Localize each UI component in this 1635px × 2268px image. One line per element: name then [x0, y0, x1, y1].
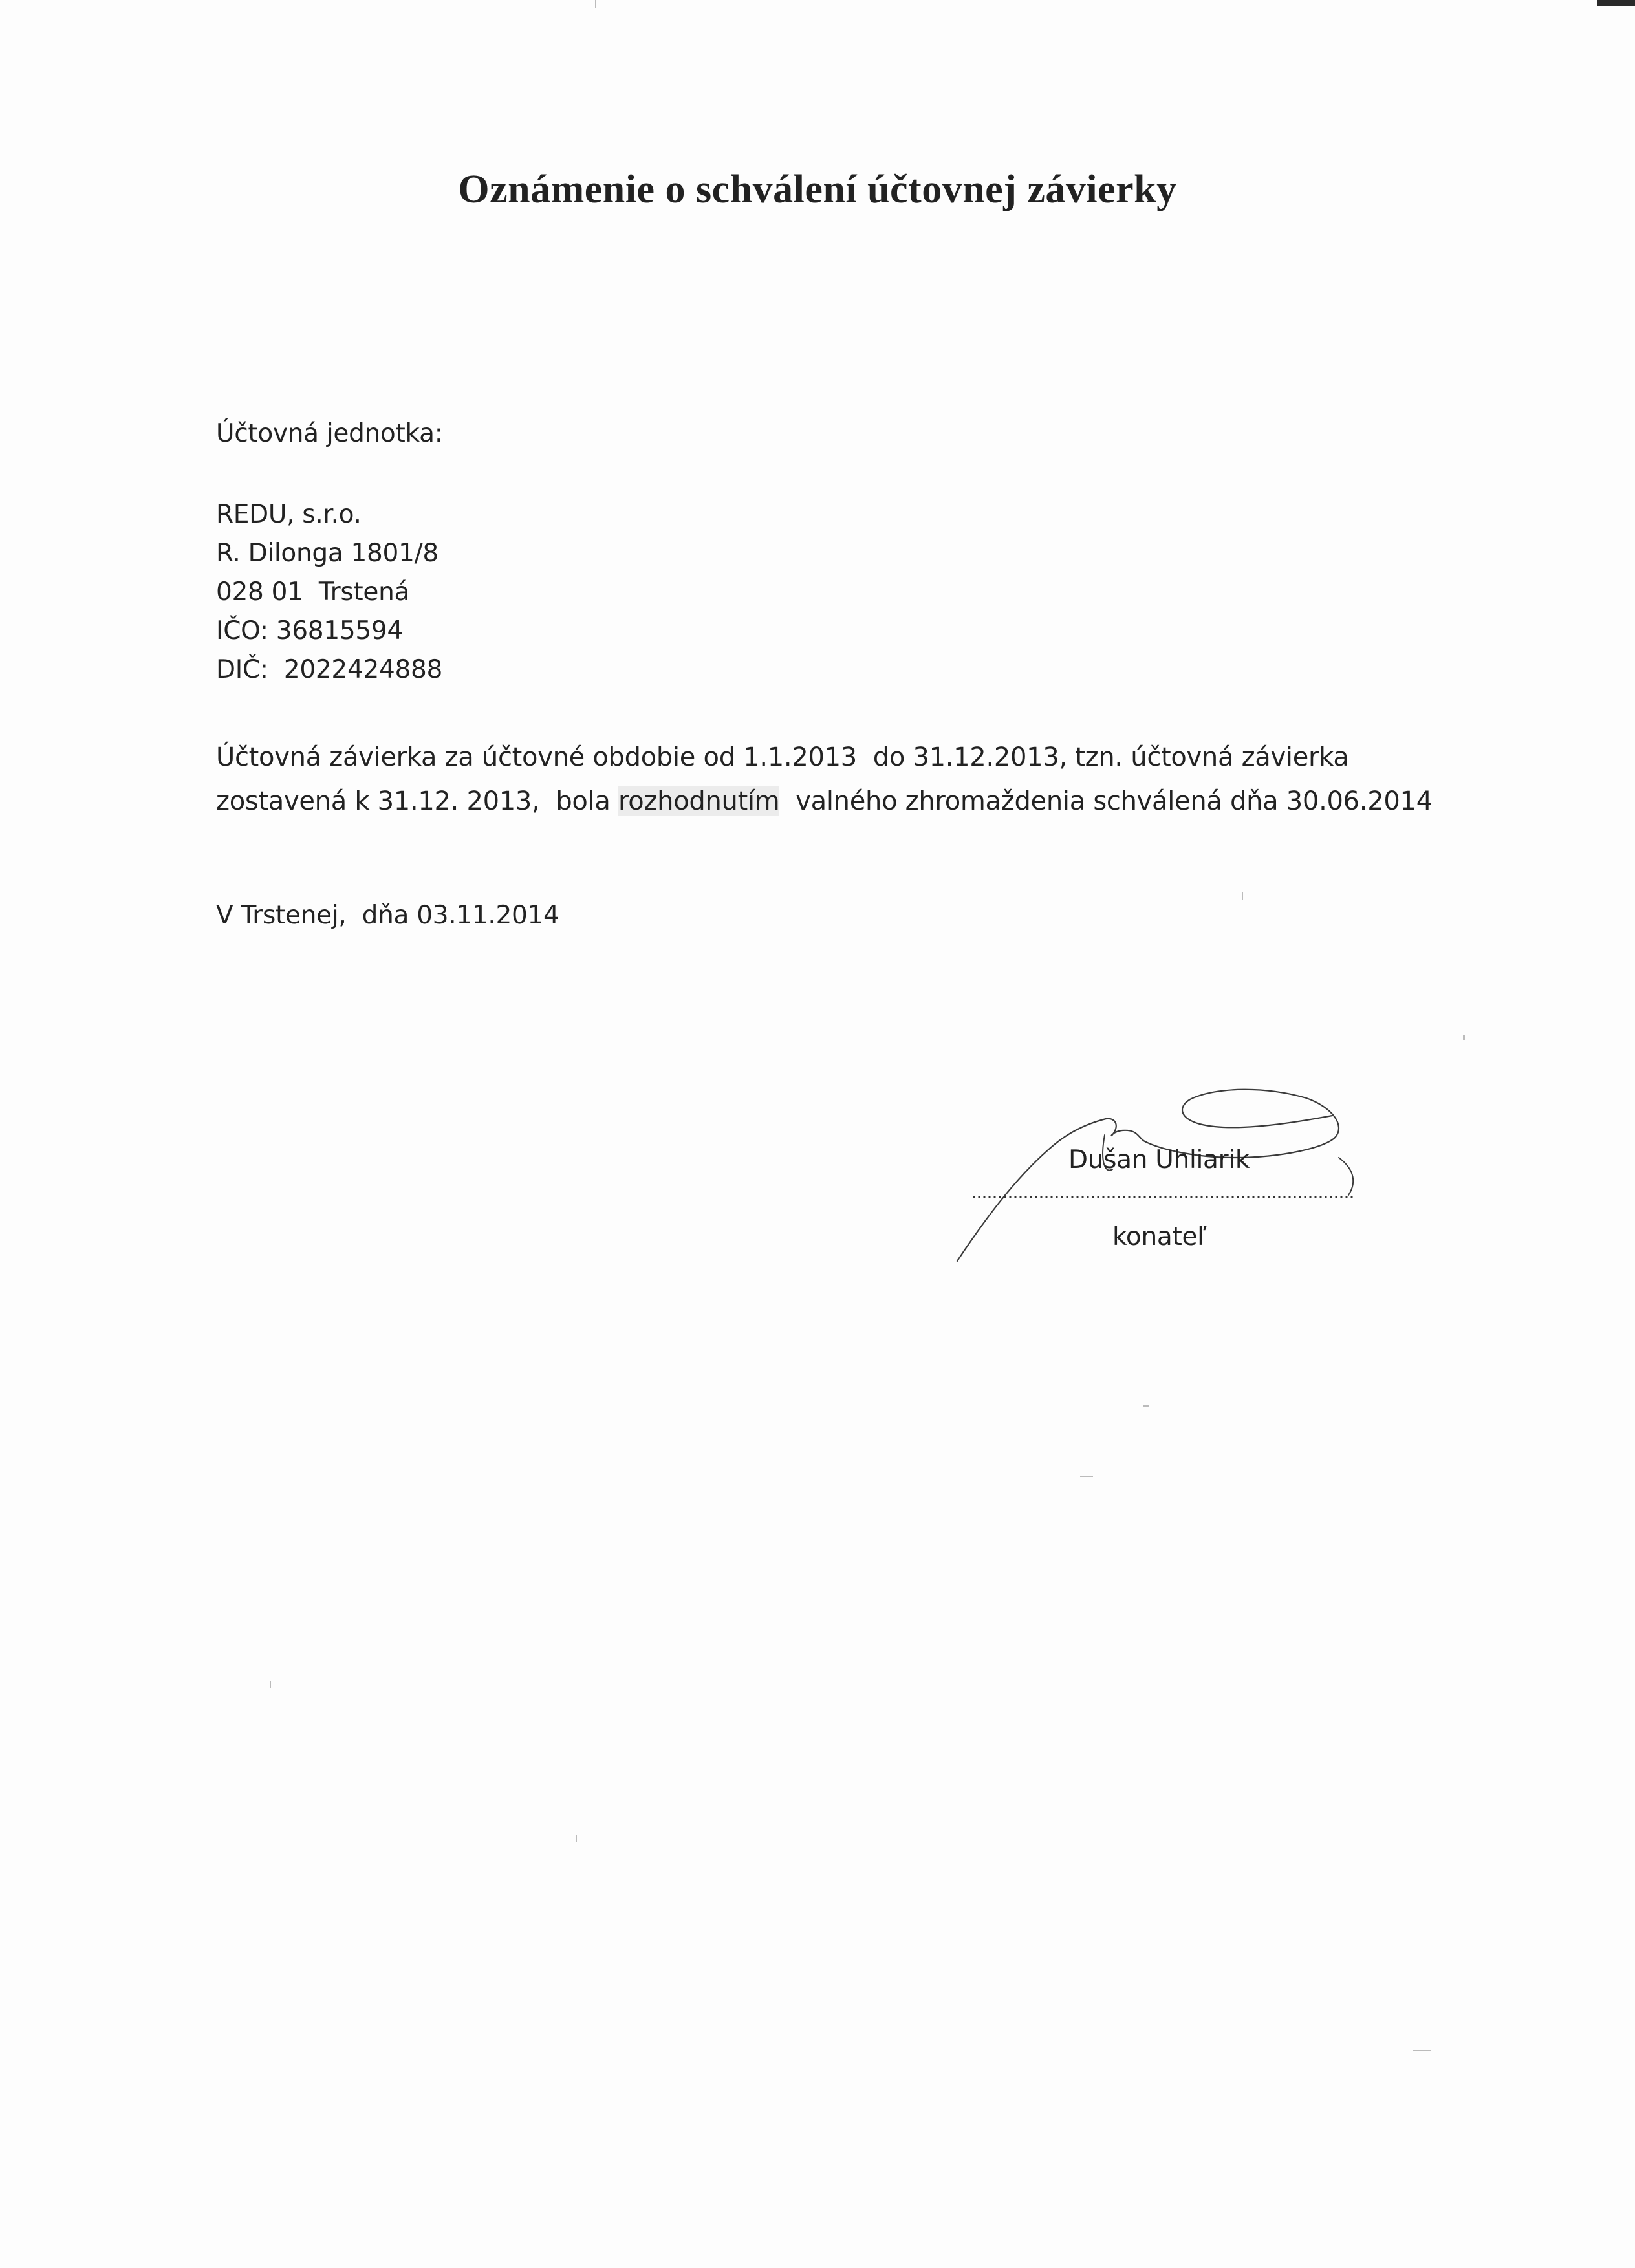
statement-line-2-start: zostavená k 31.12. 2013, bola: [216, 786, 619, 816]
company-street: R. Dilonga 1801/8: [216, 539, 439, 568]
scan-speck: [595, 0, 596, 8]
signatory-name: Dušan Uhliarik: [1068, 1145, 1250, 1174]
statement-highlight-word: rozhodnutím: [618, 786, 780, 816]
signature-dotted-line: [971, 1195, 1354, 1199]
company-ico: IČO: 36815594: [216, 616, 403, 645]
scan-speck: [576, 1835, 577, 1842]
scan-speck: [1413, 2050, 1431, 2051]
statement-line-2-end: valného zhromaždenia schválená dňa 30.06.2014: [779, 786, 1433, 816]
scan-speck: [1080, 1476, 1093, 1477]
company-city: 028 01 Trstená: [216, 578, 410, 607]
statement-line-2: [216, 786, 1433, 816]
company-dic: DIČ: 2022424888: [216, 655, 443, 684]
scan-edge-mark: [1597, 0, 1635, 6]
entity-label: Účtovná jednotka:: [216, 419, 443, 448]
scan-speck: [1463, 1035, 1465, 1040]
statement-line-1: Účtovná závierka za účtovné obdobie od 1.1.2013 do 31.12.2013, tzn. účtovná závierka: [216, 742, 1349, 772]
company-name: REDU, s.r.o.: [216, 500, 362, 529]
scan-speck: [1242, 892, 1243, 900]
place-date: V Trstenej, dňa 03.11.2014: [216, 901, 559, 930]
scan-speck: [1143, 1405, 1149, 1407]
signatory-role: konateľ: [1112, 1222, 1207, 1251]
scan-speck: [270, 1681, 271, 1688]
document-title: Oznámenie o schválení účtovnej závierky: [458, 167, 1177, 211]
